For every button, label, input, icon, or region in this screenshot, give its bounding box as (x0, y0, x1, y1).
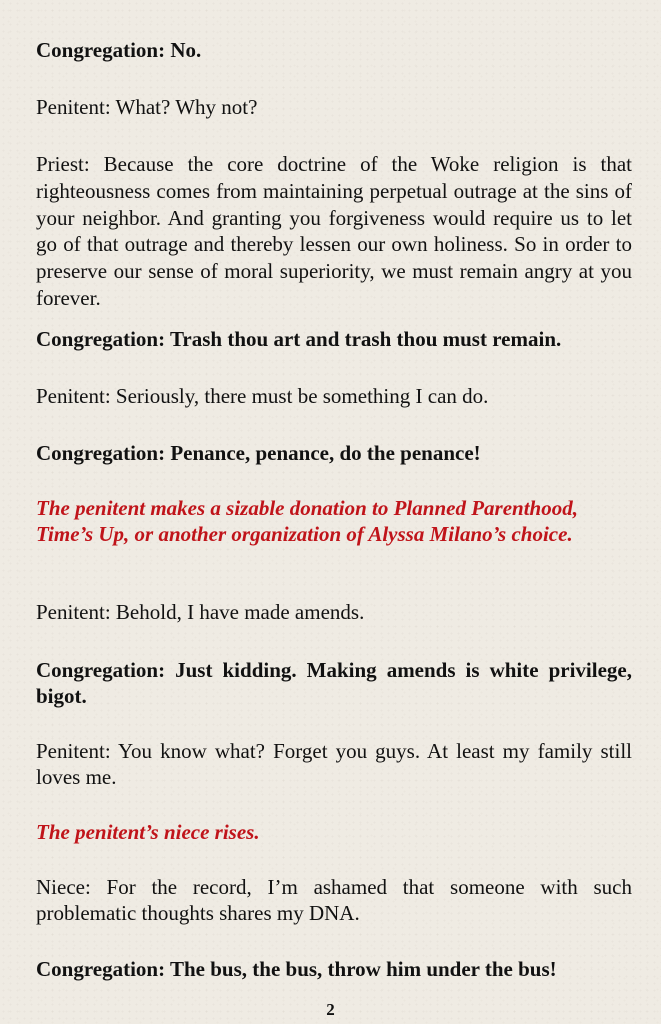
stage-direction: The penitent’s niece rises. (36, 820, 260, 844)
congregation-line: Congregation: Just kidding. Making amends is white privilege, bigot. (36, 658, 632, 708)
congregation-line: Congregation: No. (36, 38, 202, 62)
niece-line: Niece: For the record, I’m ashamed that someone with such problematic thoughts shares my DNA. (36, 875, 632, 925)
penitent-line: Penitent: You know what? Forget you guys. At least my family still loves me. (36, 739, 632, 789)
stage-direction: The penitent makes a sizable donation to Planned Parenthood, Time’s Up, or another organization of Alyssa Milano’s choice. (36, 496, 578, 546)
penitent-line: Penitent: Behold, I have made amends. (36, 600, 365, 624)
congregation-line: Congregation: Penance, penance, do the penance! (36, 441, 481, 465)
penitent-line: Penitent: Seriously, there must be something I can do. (36, 384, 489, 408)
congregation-line: Congregation: Trash thou art and trash thou must remain. (36, 327, 562, 351)
congregation-line: Congregation: The bus, the bus, throw him under the bus! (36, 957, 557, 981)
priest-line: Priest: Because the core doctrine of the Woke religion is that righteousness comes from maintaining perpetual outrage at the sins of your neighbor. And granting you forgiveness would require us to let go of that outrage and thereby lessen our own holiness. So in order to preserve our sense of moral superiority, we must remain angry at you forever. (36, 152, 632, 310)
page-number: 2 (326, 1000, 335, 1019)
penitent-line: Penitent: What? Why not? (36, 95, 258, 119)
